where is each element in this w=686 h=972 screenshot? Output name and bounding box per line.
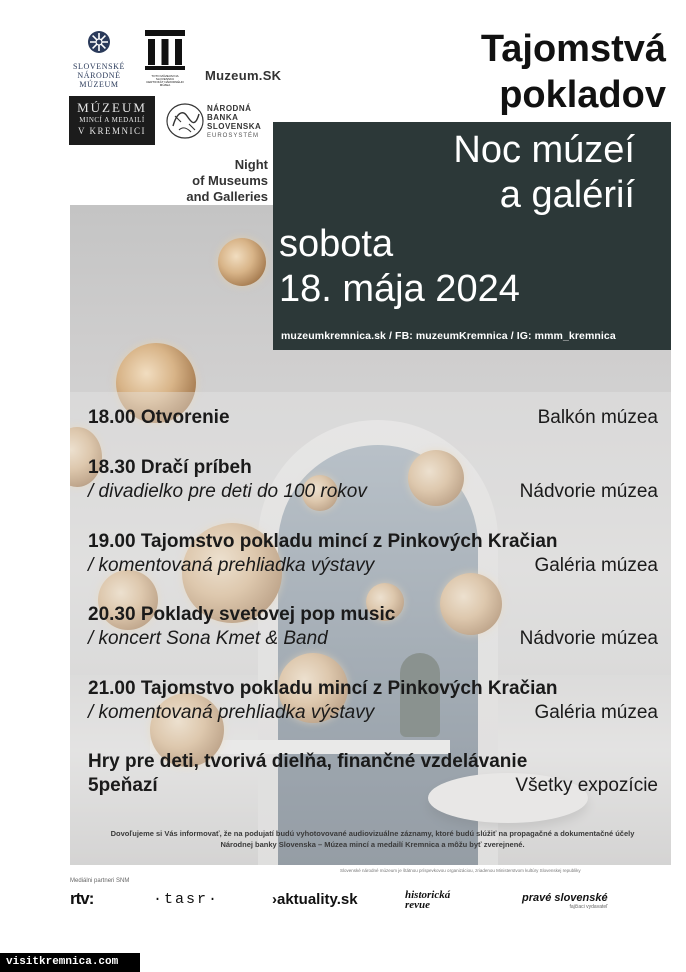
title-line: Tajomstvá <box>480 28 666 70</box>
program-item-place: Galéria múzea <box>534 555 658 576</box>
nbs-logo <box>165 102 275 142</box>
disclaimer-line: Národnej banky Slovenska – Múzea mincí a medailí Kremnica a môžu byť zverejnené. <box>220 840 525 849</box>
nbs-line: BANKA <box>207 113 239 122</box>
snm-line: NÁRODNÉ <box>77 71 121 80</box>
program-item <box>88 603 658 651</box>
recording-disclaimer <box>80 828 665 850</box>
event-date-line: sobota <box>279 223 394 265</box>
program-item-place: Všetky expozície <box>515 775 658 796</box>
event-date <box>279 222 520 312</box>
historicka-revue-logo <box>405 890 450 910</box>
nbs-line: NÁRODNÁ <box>207 104 252 113</box>
aktuality-text: aktuality.sk <box>277 891 358 908</box>
snm-line: MÚZEUM <box>79 80 119 89</box>
snm-star-icon <box>87 30 111 54</box>
event-info-box <box>273 122 671 350</box>
disclaimer-line: Dovoľujeme si Vás informovať, že na podujatí budú vyhotovované audiovizuálne záznamy, ktoré budú slúžiť na propagačné a dokumentačné účely <box>110 829 635 838</box>
mmm-line: MINCÍ A MEDAILÍ <box>79 116 145 124</box>
pillars-icon <box>144 30 186 70</box>
prave-text: pravé slovenské <box>522 892 608 904</box>
program-item-name: 18.30 Dračí príbeh <box>88 457 252 478</box>
program-item-place: Balkón múzea <box>537 407 658 428</box>
program-item-subtitle: / komentovaná prehliadka výstavy <box>88 702 375 723</box>
aktuality-arrow-icon: › <box>272 891 277 908</box>
program-item <box>88 530 658 578</box>
program-item-name: Hry pre deti, tvorivá dielňa, finančné vzdelávanie <box>88 751 528 772</box>
night-label-line: Night <box>234 157 268 172</box>
aktuality-logo <box>272 891 358 908</box>
program-item <box>88 750 658 798</box>
event-date-line: 18. mája 2024 <box>279 268 520 310</box>
pillars-caption: CERTIFIKÁT NÁRODNÉHO MÚZEA <box>146 80 184 87</box>
program-item-name: 20.30 Poklady svetovej pop music <box>88 604 396 625</box>
mmm-line: V KREMNICI <box>77 126 147 136</box>
historicka-line: revue <box>405 899 431 911</box>
nbs-subtitle: EUROSYSTÉM <box>207 133 260 139</box>
rtvs-logo: rtv: <box>70 889 94 908</box>
night-label-line: of Museums <box>192 173 268 188</box>
muzeum-sk-logo: Muzeum.SK <box>205 68 282 83</box>
mmm-line: MÚZEUM <box>77 100 147 115</box>
event-name-line: a galérií <box>499 174 635 216</box>
nbs-emblem-icon <box>165 102 205 140</box>
poster-title <box>481 26 666 118</box>
program-item-name: 21.00 Tajomstvo pokladu mincí z Pinkových Kračian <box>88 678 558 699</box>
footer-website-url[interactable]: visitkremnica.com <box>0 953 140 972</box>
program-item-name: 19.00 Tajomstvo pokladu mincí z Pinkových Kračian <box>88 531 558 552</box>
mmm-kremnica-logo <box>69 96 155 145</box>
moon-icon <box>218 238 266 286</box>
tasr-logo: ·tasr· <box>153 891 220 908</box>
nbs-line: SLOVENSKA <box>207 122 262 131</box>
program-item-subtitle: / divadielko pre deti do 100 rokov <box>88 481 367 502</box>
snm-logo <box>68 30 130 89</box>
program-item <box>88 456 658 504</box>
program-item-name: 18.00 Otvorenie <box>88 407 230 428</box>
program-item-subtitle: 5peňazí <box>88 775 158 796</box>
social-links: muzeumkremnica.sk / FB: muzeumKremnica / IG: mmm_kremnica <box>281 330 616 342</box>
historicka-line: historická <box>405 889 451 901</box>
museum-certificate-logo <box>144 30 186 87</box>
prave-slovenske-logo <box>522 892 608 910</box>
program-item-place: Nádvorie múzea <box>519 628 658 649</box>
program-item-subtitle: / komentovaná prehliadka výstavy <box>88 555 375 576</box>
pillars-caption: TOTO MÚZEUM NA SLOVENSKU <box>151 74 179 81</box>
media-partners-label: Mediálni partneri SNM <box>70 878 130 884</box>
prave-tagline: fajčiaci vydavateľ <box>569 904 608 910</box>
program-item-place: Galéria múzea <box>534 702 658 723</box>
founder-credit: Slovenské národné múzeum je štátnou príspevkovou organizáciou, zriadenou Ministerstvom kultúry Slovenskej republiky <box>340 868 581 873</box>
event-name <box>453 128 635 218</box>
night-label-line: and Galleries <box>186 189 268 204</box>
program-item <box>88 677 658 725</box>
night-of-museums-label <box>186 157 268 205</box>
program-item-place: Nádvorie múzea <box>519 481 658 502</box>
snm-line: SLOVENSKÉ <box>72 62 126 71</box>
program-item-subtitle: / koncert Sona Kmet & Band <box>88 628 328 649</box>
event-name-line: Noc múzeí <box>453 129 635 171</box>
title-line: pokladov <box>499 74 666 116</box>
program-item <box>88 406 658 430</box>
